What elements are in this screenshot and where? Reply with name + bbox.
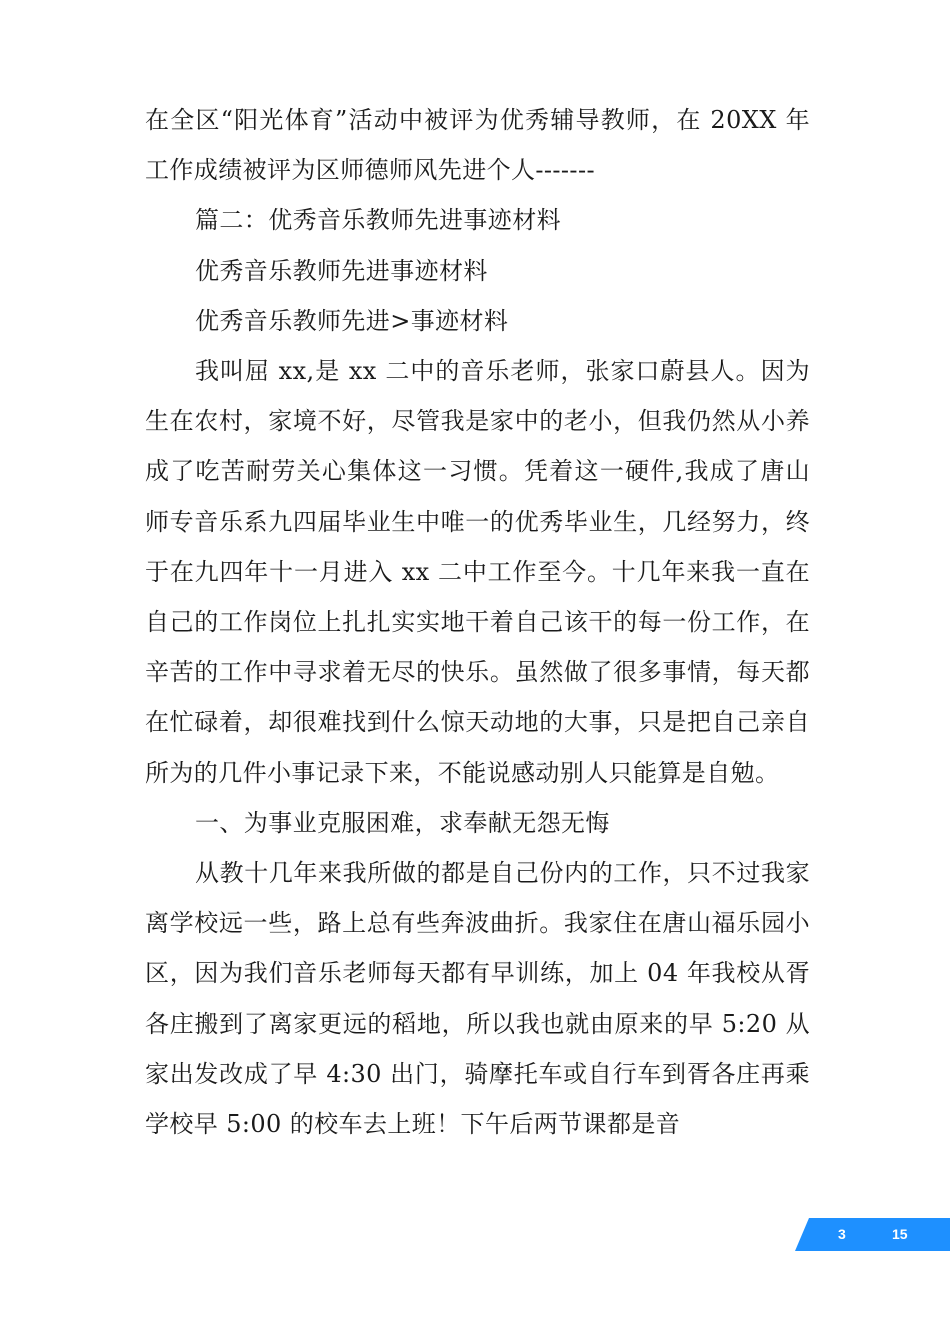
page-badge-shape [795,1218,950,1251]
total-page-count: 15 [892,1226,908,1242]
subtitle-line-repeat: 优秀音乐教师先进>事迹材料 [195,306,509,335]
subtitle-line: 优秀音乐教师先进事迹材料 [195,256,488,285]
page-number-badge [795,1218,950,1251]
section-heading-part-two: 篇二：优秀音乐教师先进事迹材料 [195,206,561,235]
current-page-number: 3 [838,1226,846,1242]
paragraph-award-line: 在全区“阳光体育”活动中被评为优秀辅导教师，在 20XX 年工作成绩被评为区师德师风先进个人------- [145,106,810,185]
paragraph-introduction: 我叫屈 xx,是 xx 二中的音乐老师，张家口蔚县人。因为生在农村，家境不好，尽管我是家中的老小，但我仍然从小养成了吃苦耐劳关心集体这一习惯。凭着这一硬件,我成了唐山师专音乐系九四届毕业生中唯一的优秀毕业生，几经努力，终于在九四年十一月进入 xx 二中工作至今。十几年来我一直在自己的工作岗位上扎扎实实地干着自己该干的每一份工作，在辛苦的工作中寻求着无尽的快乐。虽然做了很多事情，每天都在忙碌着，却很难找到什么惊天动地的大事，只是把自己亲自所为的几件小事记录下来，不能说感动别人只能算是自勉。 [145,357,810,787]
section-heading-one: 一、为事业克服困难，求奉献无怨无悔 [195,808,610,837]
document-body [145,95,810,1149]
paragraph-commute: 从教十几年来我所做的都是自己份内的工作，只不过我家离学校远一些，路上总有些奔波曲折。我家住在唐山福乐园小区，因为我们音乐老师每天都有早训练，加上 04 年我校从胥各庄搬到了离家更远的稻地，所以我也就由原来的早 5:20 从家出发改成了早 4:30 出门，骑摩托车或自行车到胥各庄再乘学校早 5:00 的校车去上班！下午后两节课都是音 [145,859,810,1139]
